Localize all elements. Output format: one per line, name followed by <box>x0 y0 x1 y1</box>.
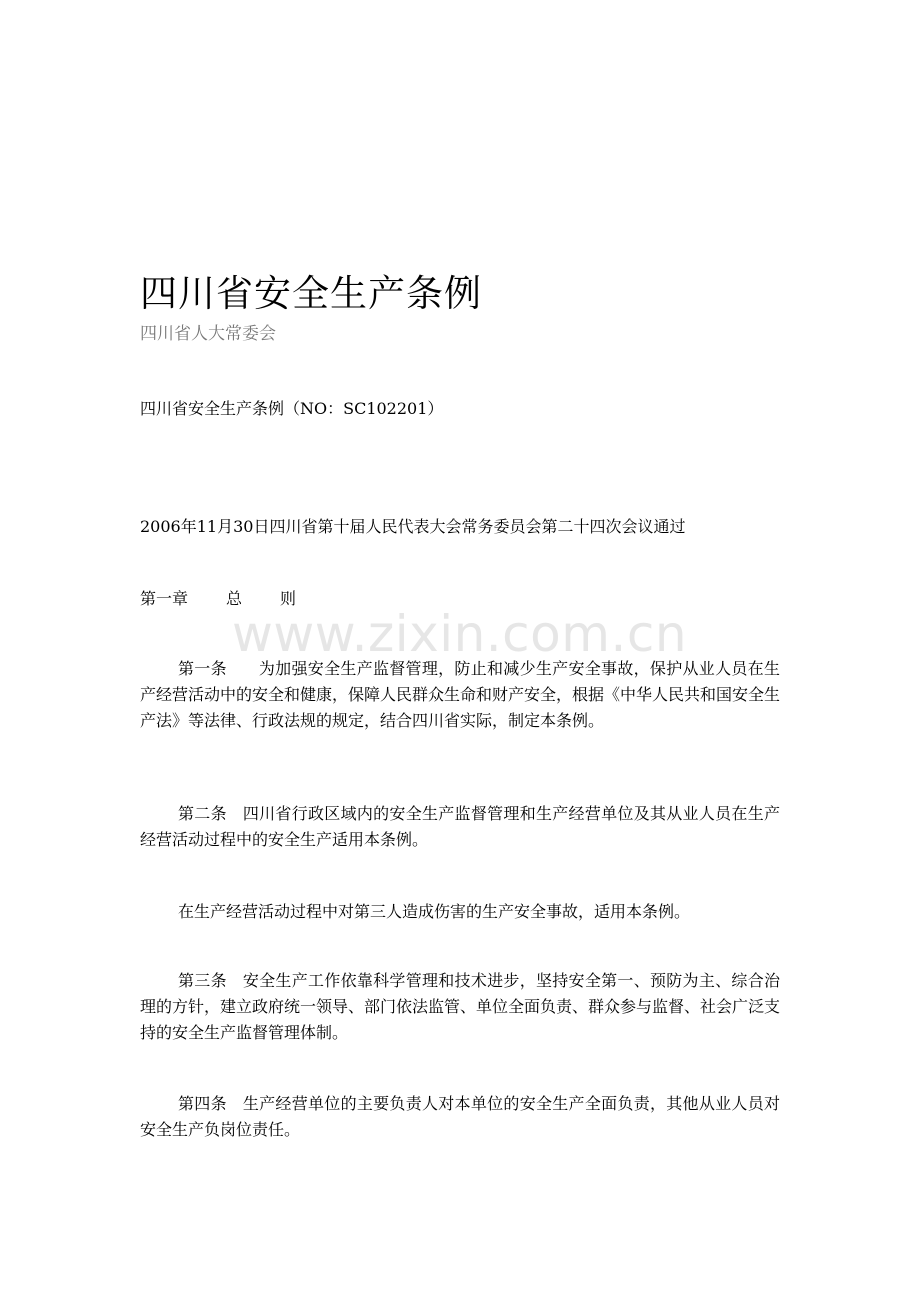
chapter-name-part2: 则 <box>280 589 297 608</box>
article-text: 四川省行政区域内的安全生产监督管理和生产经营单位及其从业人员在生产经营活动过程中的安全生产适用本条例。 <box>140 804 780 849</box>
article-label: 第二条 <box>178 804 227 823</box>
article-2-paragraph-2 <box>140 899 780 925</box>
article-label: 第四条 <box>178 1094 227 1113</box>
article-text: 安全生产工作依靠科学管理和技术进步，坚持安全第一、预防为主、综合治理的方针，建立政府统一领导、部门依法监管、单位全面负责、群众参与监督、社会广泛支持的安全生产监督管理体制。 <box>140 971 781 1042</box>
document-name-number: 四川省安全生产条例（NO：SC102201） <box>140 399 444 418</box>
watermark: www.zixin.com.cn <box>232 605 688 663</box>
article-label: 第一条 <box>178 659 227 678</box>
article-text: 为加强安全生产监督管理，防止和减少生产安全事故，保护从业人员在生产经营活动中的安全和健康，保障人民群众生命和财产安全，根据《中华人民共和国安全生产法》等法律、行政法规的规定，结合四川省实际，制定本条例。 <box>140 659 781 730</box>
chapter-name-part1: 总 <box>226 589 243 608</box>
article-text: 在生产经营活动过程中对第三人造成伤害的生产安全事故，适用本条例。 <box>178 902 691 921</box>
article-2 <box>140 801 780 853</box>
document-title: 四川省安全生产条例 <box>140 272 482 315</box>
article-1 <box>140 656 780 734</box>
passed-note: 2006年11月30日四川省第十届人民代表大会常务委员会第二十四次会议通过 <box>140 517 686 536</box>
document-issuer: 四川省人大常委会 <box>140 324 276 344</box>
article-4 <box>140 1091 780 1143</box>
article-label: 第三条 <box>178 971 227 990</box>
article-text: 生产经营单位的主要负责人对本单位的安全生产全面负责，其他从业人员对安全生产负岗位责任。 <box>140 1094 780 1139</box>
article-3 <box>140 968 780 1046</box>
chapter-number: 第一章 <box>140 589 189 608</box>
